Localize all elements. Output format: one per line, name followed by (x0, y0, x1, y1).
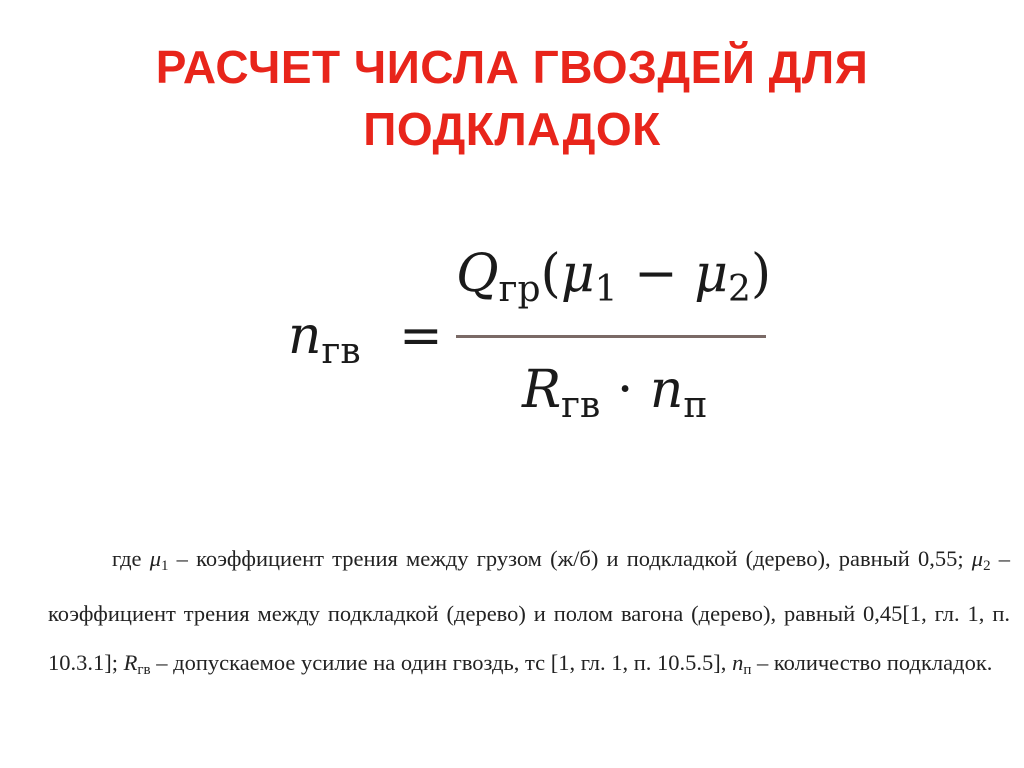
explanation-text-5: – количество подкладок. (751, 649, 993, 675)
formula-lhs (288, 306, 443, 382)
num-close-paren: ) (750, 244, 772, 304)
num-minus: − (617, 244, 695, 304)
explanation-text-1: где (112, 545, 150, 571)
formula-numerator (456, 244, 771, 320)
mu1-subscript: 1 (161, 557, 169, 574)
den-n-symbol: n (649, 360, 684, 420)
slide-title-line-1: РАСЧЕТ ЧИСЛА ГВОЗДЕЙ ДЛЯ (155, 41, 869, 93)
den-n-subscript: п (683, 385, 708, 426)
num-mu2-symbol: μ (694, 244, 728, 304)
formula-denominator (522, 360, 707, 436)
explanation-text-2: – коэффициент трения между грузом (ж/б) и подкладкой (дерево), равный 0,55; (168, 545, 972, 571)
mu2-symbol: μ (971, 545, 984, 571)
r-symbol: R (123, 649, 138, 675)
num-q-subscript: гр (498, 269, 541, 310)
den-r-subscript: гв (561, 385, 601, 426)
den-dot: · (600, 360, 650, 420)
n-subscript: п (743, 661, 752, 678)
lhs-symbol: n (288, 306, 322, 366)
num-open-paren: ( (540, 244, 561, 304)
formula-explanation (48, 535, 1010, 695)
num-mu1-subscript: 1 (594, 269, 618, 310)
fraction-bar (456, 335, 766, 338)
explanation-text-3: – коэффициент трения между подкладкой (дерево) и полом вагона (дерево), равный 0,45[1, гл. 1, п. 10.3.1]; (48, 545, 1011, 675)
lhs-subscript: гв (321, 331, 361, 372)
slide-title-line-2: ПОДКЛАДОК (363, 103, 661, 155)
n-symbol: n (732, 649, 744, 675)
equals-sign: = (399, 306, 443, 366)
r-subscript: гв (137, 661, 151, 678)
mu1-symbol: μ (149, 545, 162, 571)
mu2-subscript: 2 (983, 557, 991, 574)
den-r-symbol: R (522, 360, 562, 420)
num-mu1-symbol: μ (560, 244, 595, 304)
explanation-text-4: – допускаемое усилие на один гвоздь, тс [1, гл. 1, п. 10.5.5], (150, 649, 733, 675)
num-q-symbol: Q (456, 244, 499, 304)
num-mu2-subscript: 2 (727, 269, 751, 310)
